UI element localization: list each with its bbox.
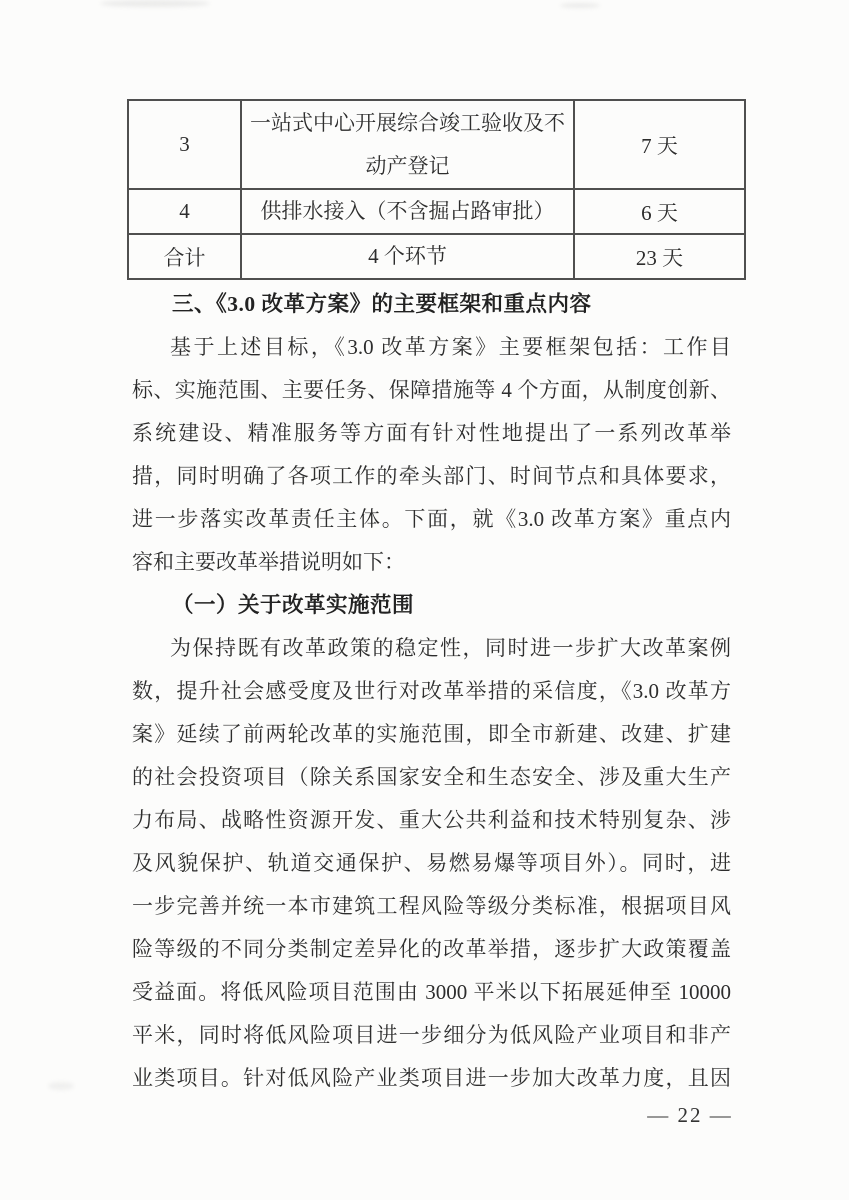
text-line: 及风貌保护、轨道交通保护、易燃易爆等项目外）。同时，进 — [132, 851, 731, 875]
step-duration-cell: 7 天 — [574, 100, 745, 189]
page-number: — 22 — — [647, 1103, 733, 1127]
text-line: 动产登记 — [365, 153, 450, 178]
paragraph — [132, 627, 731, 1100]
table-row — [128, 189, 745, 234]
text-line: 险等级的不同分类制定差异化的改革举措，逐步扩大政策覆盖 — [132, 937, 731, 961]
text-line: 措，同时明确了各项工作的牵头部门、时间节点和具体要求， — [132, 464, 731, 488]
text-line: 数，提升社会感受度及世行对改革举措的采信度，《3.0 改革方 — [132, 679, 731, 703]
total-item-cell — [241, 234, 574, 279]
section-heading: 三、《3.0 改革方案》的主要框架和重点内容 — [172, 292, 592, 316]
text-line: 4 个环节 — [368, 244, 447, 268]
text-line: 受益面。将低风险项目范围由 3000 平米以下拓展延伸至 10000 — [132, 980, 731, 1004]
text-line: 标、实施范围、主要任务、保障措施等 4 个方面，从制度创新、 — [132, 378, 731, 402]
text-line: 为保持既有改革政策的稳定性，同时进一步扩大改革案例 — [170, 636, 731, 660]
table-row — [128, 100, 745, 189]
text-line: 供排水接入（不含掘占路审批） — [260, 199, 555, 223]
text-line: 的社会投资项目（除关系国家安全和生态安全、涉及重大生产 — [132, 765, 731, 789]
text-line: 一站式中心开展综合竣工验收及不 — [250, 110, 565, 135]
subsection-heading: （一）关于改革实施范围 — [172, 593, 415, 617]
document-body — [132, 283, 731, 1100]
total-duration-cell: 23 天 — [574, 234, 745, 279]
step-item-cell — [241, 100, 574, 189]
text-line: 基于上述目标，《3.0 改革方案》主要框架包括：工作目 — [170, 335, 731, 359]
scan-artifact — [100, 0, 210, 7]
step-number-cell: 3 — [128, 100, 241, 189]
text-line: 力布局、战略性资源开发、重大公共利益和技术特别复杂、涉 — [132, 808, 731, 832]
scan-artifact — [560, 3, 600, 8]
text-line: 系统建设、精准服务等方面有针对性地提出了一系列改革举 — [132, 421, 731, 445]
text-line: 容和主要改革举措说明如下： — [132, 550, 405, 574]
step-duration-cell: 6 天 — [574, 189, 745, 234]
step-number-cell: 4 — [128, 189, 241, 234]
table-total-row — [128, 234, 745, 279]
total-label-cell: 合计 — [128, 234, 241, 279]
scan-artifact — [48, 1082, 74, 1090]
paragraph — [132, 326, 731, 584]
text-line: 平米，同时将低风险项目进一步细分为低风险产业项目和非产 — [132, 1023, 731, 1047]
process-steps-table — [127, 99, 746, 280]
text-line: 案》延续了前两轮改革的实施范围，即全市新建、改建、扩建 — [132, 722, 731, 746]
text-line: 进一步落实改革责任主体。下面，就《3.0 改革方案》重点内 — [132, 507, 731, 531]
text-line: 业类项目。针对低风险产业类项目进一步加大改革力度，且因 — [132, 1066, 731, 1090]
text-line: 一步完善并统一本市建筑工程风险等级分类标准，根据项目风 — [132, 894, 731, 918]
step-item-cell — [241, 189, 574, 234]
